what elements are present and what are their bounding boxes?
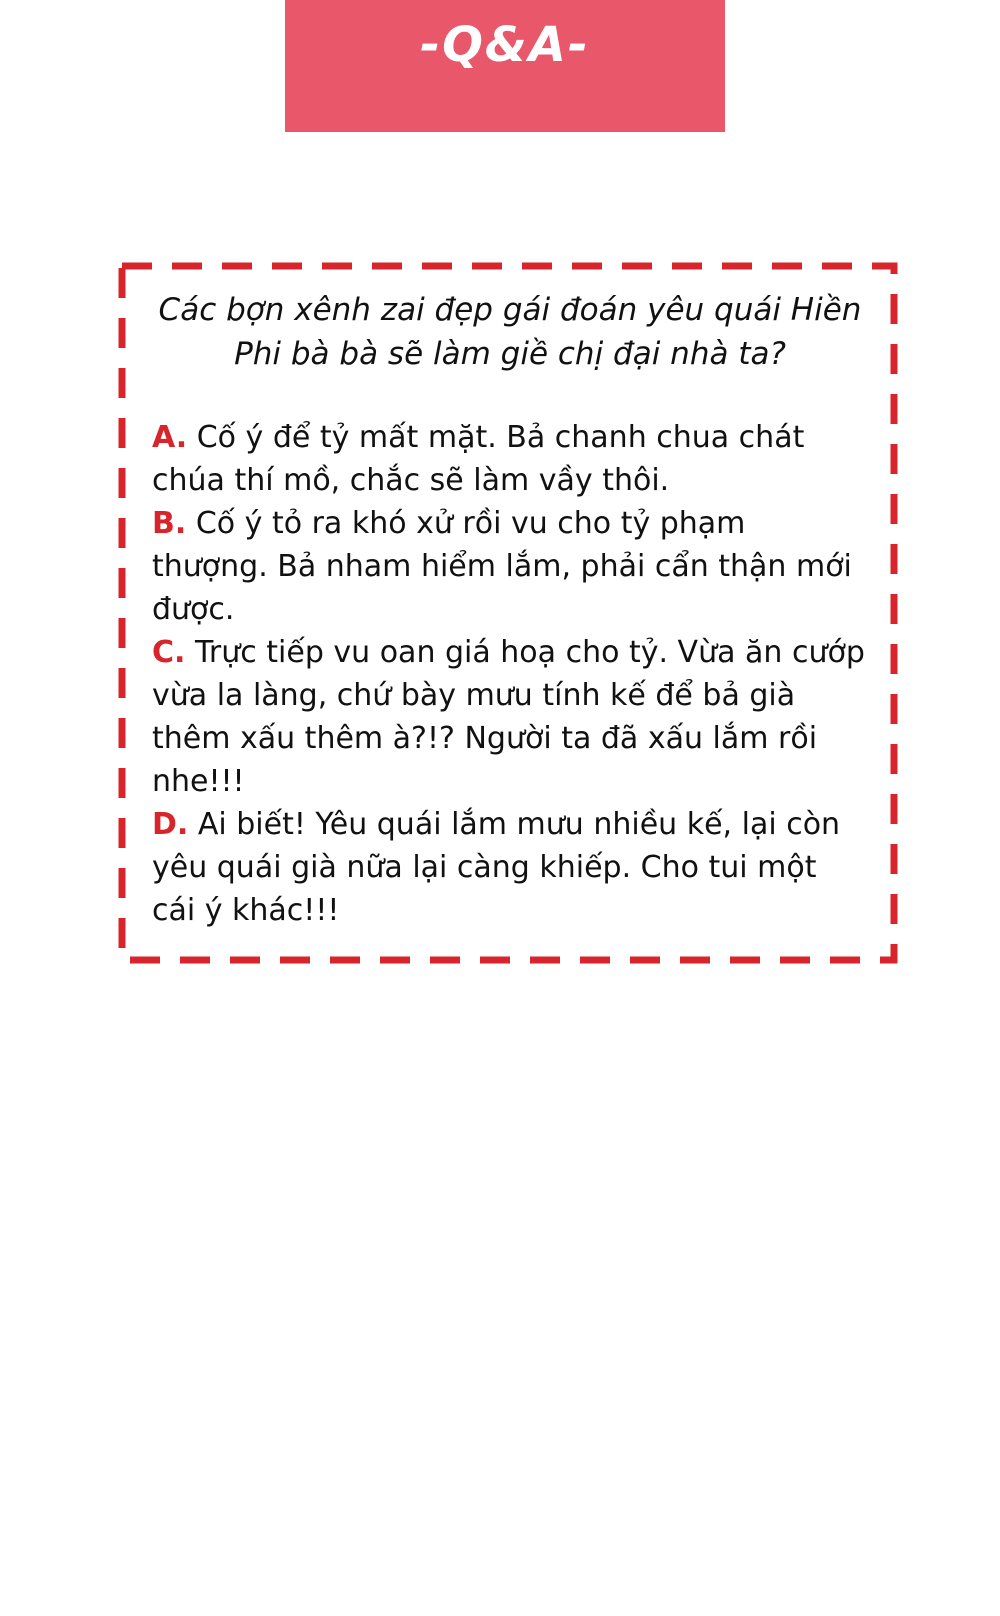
header-title: -Q&A-	[420, 17, 590, 73]
option-c-letter: C.	[152, 635, 186, 670]
quiz-question: Các bợn xênh zai đẹp gái đoán yêu quái Hiền Phi bà bà sẽ làm giề chị đại nhà ta?	[158, 292, 862, 372]
option-d-text: Ai biết! Yêu quái lắm mưu nhiều kế, lại còn yêu quái già nữa lại càng khiếp. Cho tui một cái ý khác!!!	[152, 807, 841, 928]
option-c-text: Trực tiếp vu oan giá hoạ cho tỷ. Vừa ăn cướp vừa la làng, chứ bày mưu tính kế để bả già thêm xấu thêm à?!? Người ta đã xấu lắm rồi nhe!!!	[152, 635, 865, 799]
quiz-box	[118, 262, 898, 964]
quiz-content	[152, 288, 868, 932]
option-d-letter: D.	[152, 807, 189, 842]
option-b-letter: B.	[152, 506, 187, 541]
option-d[interactable]	[152, 803, 868, 932]
option-a-letter: A.	[152, 420, 188, 455]
option-b-text: Cố ý tỏ ra khó xử rồi vu cho tỷ phạm thượng. Bả nham hiểm lắm, phải cẩn thận mới được.	[152, 506, 852, 627]
option-a-text: Cố ý để tỷ mất mặt. Bả chanh chua chát chúa thí mồ, chắc sẽ làm vầy thôi.	[152, 420, 805, 498]
option-b[interactable]	[152, 502, 868, 631]
option-a[interactable]	[152, 416, 868, 502]
option-c[interactable]	[152, 631, 868, 803]
header-banner	[285, 0, 725, 132]
